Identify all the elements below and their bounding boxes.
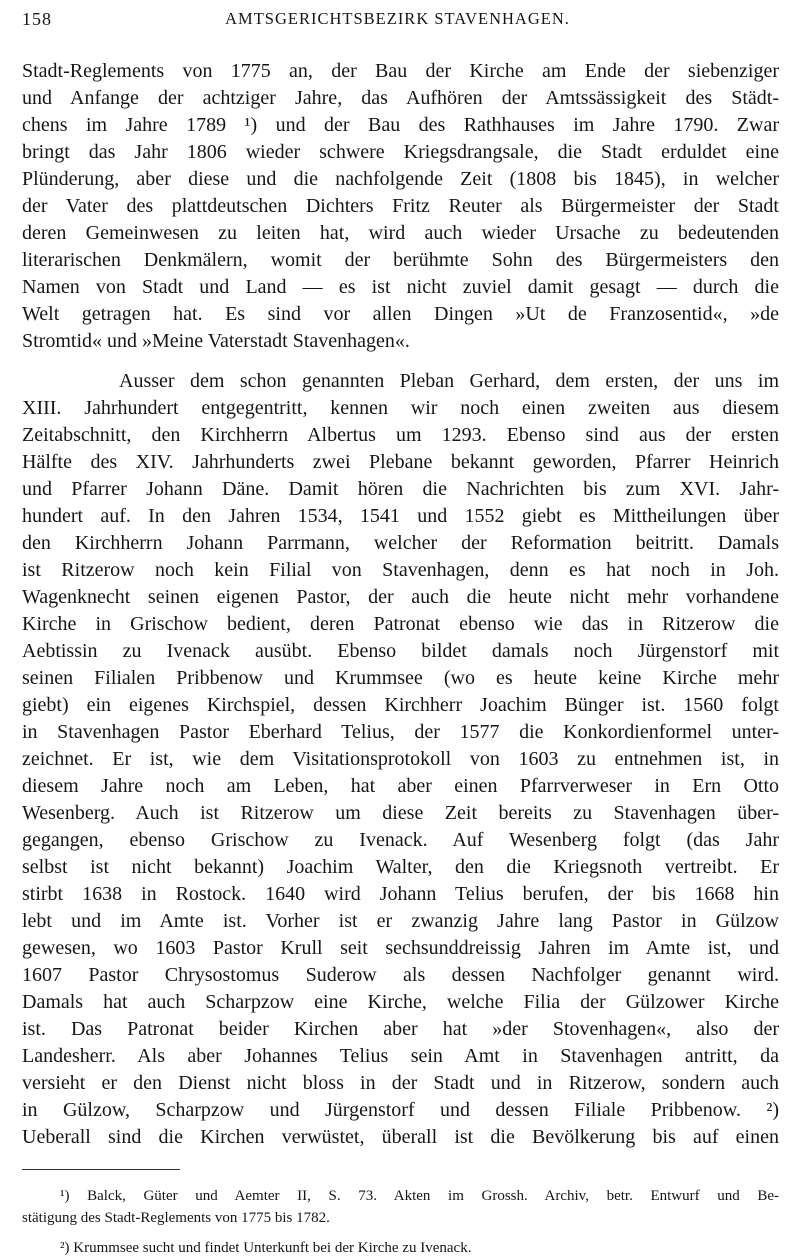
text-line: diesem Jahre noch am Leben, hat aber einen Pfarrverweser in Ern Otto [22,775,779,797]
text-line: stirbt 1638 in Rostock. 1640 wird Johann Telius berufen, der bis 1668 hin [22,883,779,905]
text-line: hundert auf. In den Jahren 1534, 1541 und 1552 giebt es Mittheilungen über [22,505,779,527]
text-line: Landesherr. Als aber Johannes Telius sein Amt in Stavenhagen antritt, da [22,1045,779,1067]
page-header [22,4,773,34]
text-line: XIII. Jahrhundert entgegentritt, kennen wir noch einen zweiten aus diesem [22,397,779,419]
text-line: Namen von Stadt und Land — es ist nicht zuviel damit gesagt — durch die [22,276,779,298]
text-line: in Stavenhagen Pastor Eberhard Telius, der 1577 die Konkordienformel unter- [22,721,779,743]
running-title: AMTSGERICHTSBEZIRK STAVENHAGEN. [225,9,570,28]
text-line: bringt das Jahr 1806 wieder schwere Kriegsdrangsale, die Stadt erduldet eine [22,141,779,163]
text-line: deren Gemeinwesen zu leiten hat, wird auch wieder Ursache zu bedeutenden [22,222,779,244]
text-line: Damals hat auch Scharpzow eine Kirche, welche Filia der Gülzower Kirche [22,991,779,1013]
body-text [22,58,779,1151]
text-line: seinen Filialen Pribbenow und Krummsee (wo es heute keine Kirche mehr [22,667,779,689]
text-line: Plünderung, aber diese und die nachfolgende Zeit (1808 bis 1845), in welcher [22,168,779,190]
text-line: den Kirchherrn Johann Parrmann, welcher der Reformation beitritt. Damals [22,532,779,554]
text-line: Kirche in Grischow bedient, deren Patronat ebenso wie das in Ritzerow die [22,613,779,635]
text-line: ist Ritzerow noch kein Filial von Stavenhagen, denn es hat noch in Joh. [22,559,779,581]
footnotes [22,1185,779,1259]
text-line: Wagenknecht seinen eigenen Pastor, der auch die heute nicht mehr vorhandene [22,586,779,608]
footnote-1 [22,1185,779,1229]
text-line: 1607 Pastor Chrysostomus Suderow als dessen Nachfolger genannt wird. [22,964,779,986]
paragraph-1 [22,58,779,355]
text-line: giebt) ein eigenes Kirchspiel, dessen Kirchherr Joachim Bünger ist. 1560 folgt [22,694,779,716]
footnote-line: ²) Krummsee sucht und findet Unterkunft bei der Kirche zu Ivenack. [60,1240,472,1256]
text-line: Wesenberg. Auch ist Ritzerow um diese Zeit bereits zu Stavenhagen über- [22,802,779,824]
text-line: ist. Das Patronat beider Kirchen aber hat »der Stovenhagen«, also der [22,1018,779,1040]
text-line: chens im Jahre 1789 ¹) und der Bau des Rathhauses im Jahre 1790. Zwar [22,114,779,136]
text-line: Welt getragen hat. Es sind vor allen Dingen »Ut de Franzosentid«, »de [22,303,779,325]
text-line: gegangen, ebenso Grischow zu Ivenack. Auf Wesenberg folgt (das Jahr [22,829,779,851]
footnote-2 [22,1237,779,1259]
text-line: in Gülzow, Scharpzow und Jürgenstorf und dessen Filiale Pribbenow. ²) [22,1099,779,1121]
text-line: der Vater des plattdeutschen Dichters Fritz Reuter als Bürgermeister der Stadt [22,195,779,217]
text-line: Hälfte des XIV. Jahrhunderts zwei Plebane bekannt geworden, Pfarrer Heinrich [22,451,779,473]
text-line: Stromtid« und »Meine Vaterstadt Stavenhagen«. [22,330,410,352]
text-line: Stadt-Reglements von 1775 an, der Bau der Kirche am Ende der siebenziger [22,60,779,82]
text-line: und Pfarrer Johann Däne. Damit hören die Nachrichten bis zum XVI. Jahr- [22,478,779,500]
text-line: zeichnet. Er ist, wie dem Visitationsprotokoll von 1603 zu entnehmen ist, in [22,748,779,770]
text-line: selbst ist nicht bekannt) Joachim Walter, den die Kriegsnoth vertreibt. Er [22,856,779,878]
text-line: Aebtissin zu Ivenack ausübt. Ebenso bildet damals noch Jürgenstorf mit [22,640,779,662]
text-line: gewesen, wo 1603 Pastor Krull seit sechsunddreissig Jahren im Amte ist, und [22,937,779,959]
footnote-divider [22,1169,180,1170]
footnote-line: ¹) Balck, Güter und Aemter II, S. 73. Akten im Grossh. Archiv, betr. Entwurf und Be- [60,1188,779,1204]
text-line: literarischen Denkmälern, womit der berühmte Sohn des Bürgermeisters den [22,249,779,271]
text-line: Ueberall sind die Kirchen verwüstet, überall ist die Bevölkerung bis auf einen [22,1126,779,1148]
text-line: versieht er den Dienst nicht bloss in der Stadt und in Ritzerow, sondern auch [22,1072,779,1094]
page-number: 158 [22,9,52,29]
paragraph-2 [22,368,779,1151]
footnote-line: stätigung des Stadt-Reglements von 1775 bis 1782. [22,1210,330,1226]
text-line: Zeitabschnitt, den Kirchherrn Albertus um 1293. Ebenso sind aus der ersten [22,424,779,446]
text-line: und Anfange der achtziger Jahre, das Aufhören der Amtssässigkeit des Städt- [22,87,779,109]
text-line: lebt und im Amte ist. Vorher ist er zwanzig Jahre lang Pastor in Gülzow [22,910,779,932]
text-line: Ausser dem schon genannten Pleban Gerhard, dem ersten, der uns im [119,370,779,392]
